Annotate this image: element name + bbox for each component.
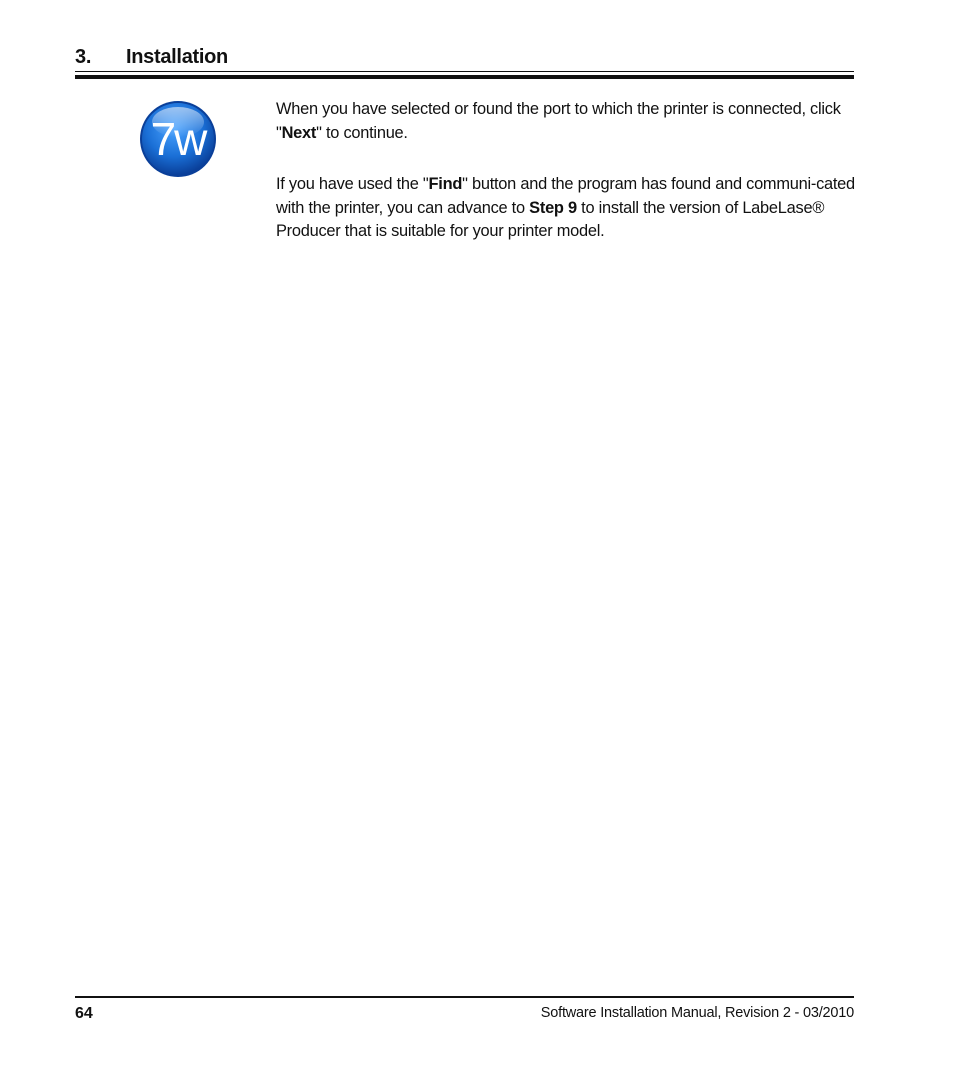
step-badge-svg	[139, 100, 217, 178]
footer-doc-title: Software Installation Manual, Revision 2 - 03/2010	[540, 1005, 854, 1021]
step-badge-icon	[139, 100, 217, 178]
footer-rule	[75, 996, 854, 998]
header-rule-thin	[75, 71, 854, 72]
next-button-reference: Next	[281, 123, 317, 142]
step-content	[276, 98, 856, 272]
badge-label: 7w	[150, 113, 206, 165]
section-header	[75, 44, 854, 74]
paragraph-next-text-1: When you have selected or found the port to which the printer is connected, click "	[276, 100, 841, 142]
paragraph-find-text-3: to install the version of LabeLase® Producer that is suitable for your printer model.	[276, 198, 825, 240]
paragraph-find	[276, 173, 856, 244]
header-rule-thick	[75, 75, 854, 79]
page-number: 64	[75, 1005, 93, 1022]
section-number: 3.	[75, 46, 92, 68]
paragraph-find-text-1: If you have used the "	[276, 175, 429, 193]
paragraph-next	[276, 98, 856, 145]
find-button-reference: Find	[428, 175, 463, 193]
paragraph-find-text-2: " button and the program has found and communi-cated with the printer, you can advance to	[276, 175, 855, 217]
section-title: Installation	[126, 46, 228, 68]
paragraph-next-text-2: " to continue.	[316, 123, 408, 142]
step-9-reference: Step 9	[529, 198, 577, 217]
